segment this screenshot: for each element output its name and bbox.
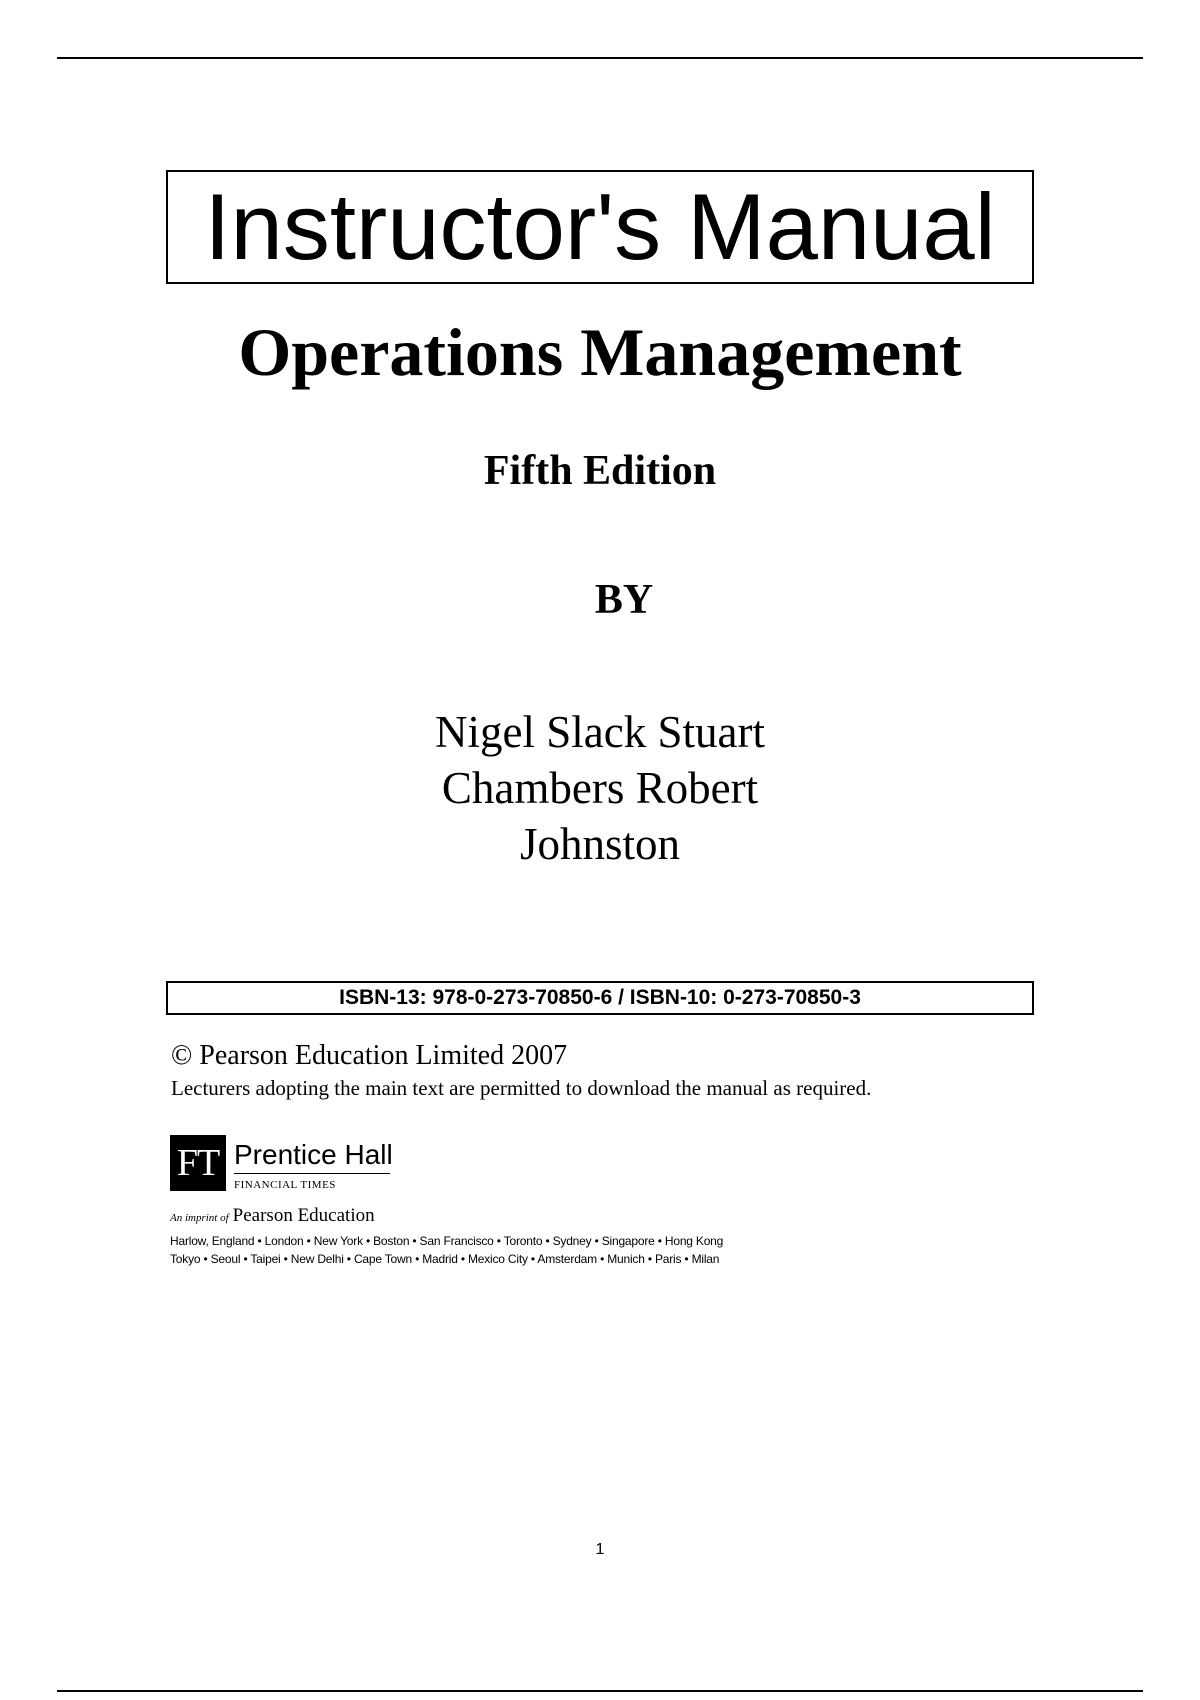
- publisher-logo: [170, 1135, 790, 1265]
- author-line: Chambers Robert: [441, 763, 759, 813]
- imprint-line: [170, 1205, 375, 1227]
- publisher-cities: Harlow, England • London • New York • Boston • San Francisco • Toronto • Sydney • Singapore • Hong Kong: [170, 1234, 724, 1248]
- bottom-rule: [57, 1690, 1143, 1692]
- isbn-text: ISBN-13: 978-0-273-70850-6 / ISBN-10: 0-273-70850-3: [339, 986, 861, 1009]
- imprint-prefix: An imprint of: [170, 1212, 229, 1224]
- authors: [0, 704, 1200, 872]
- page-number: 1: [595, 1541, 605, 1558]
- author-line: Johnston: [519, 819, 681, 869]
- ft-logo-mark: FT: [170, 1135, 226, 1191]
- manual-title: Instructor's Manual: [204, 174, 996, 279]
- prentice-hall-name: Prentice Hall: [234, 1139, 393, 1170]
- imprint-name: Pearson Education: [232, 1205, 375, 1226]
- by-label: BY: [594, 577, 654, 623]
- financial-times-label: FINANCIAL TIMES: [234, 1179, 336, 1191]
- permission-notice: Lecturers adopting the main text are permitted to download the manual as required.: [171, 1076, 872, 1100]
- publisher-cities: Tokyo • Seoul • Taipei • New Delhi • Cape Town • Madrid • Mexico City • Amsterdam • Munich • Paris • Milan: [170, 1252, 720, 1266]
- isbn-box: [166, 981, 1034, 1015]
- top-rule: [57, 57, 1143, 59]
- book-title: Operations Management: [238, 314, 962, 390]
- author-line: Nigel Slack Stuart: [435, 707, 765, 757]
- copyright-notice: © Pearson Education Limited 2007: [171, 1040, 568, 1071]
- manual-title-box: [166, 170, 1034, 284]
- edition: Fifth Edition: [483, 448, 717, 494]
- logo-divider: [234, 1173, 390, 1174]
